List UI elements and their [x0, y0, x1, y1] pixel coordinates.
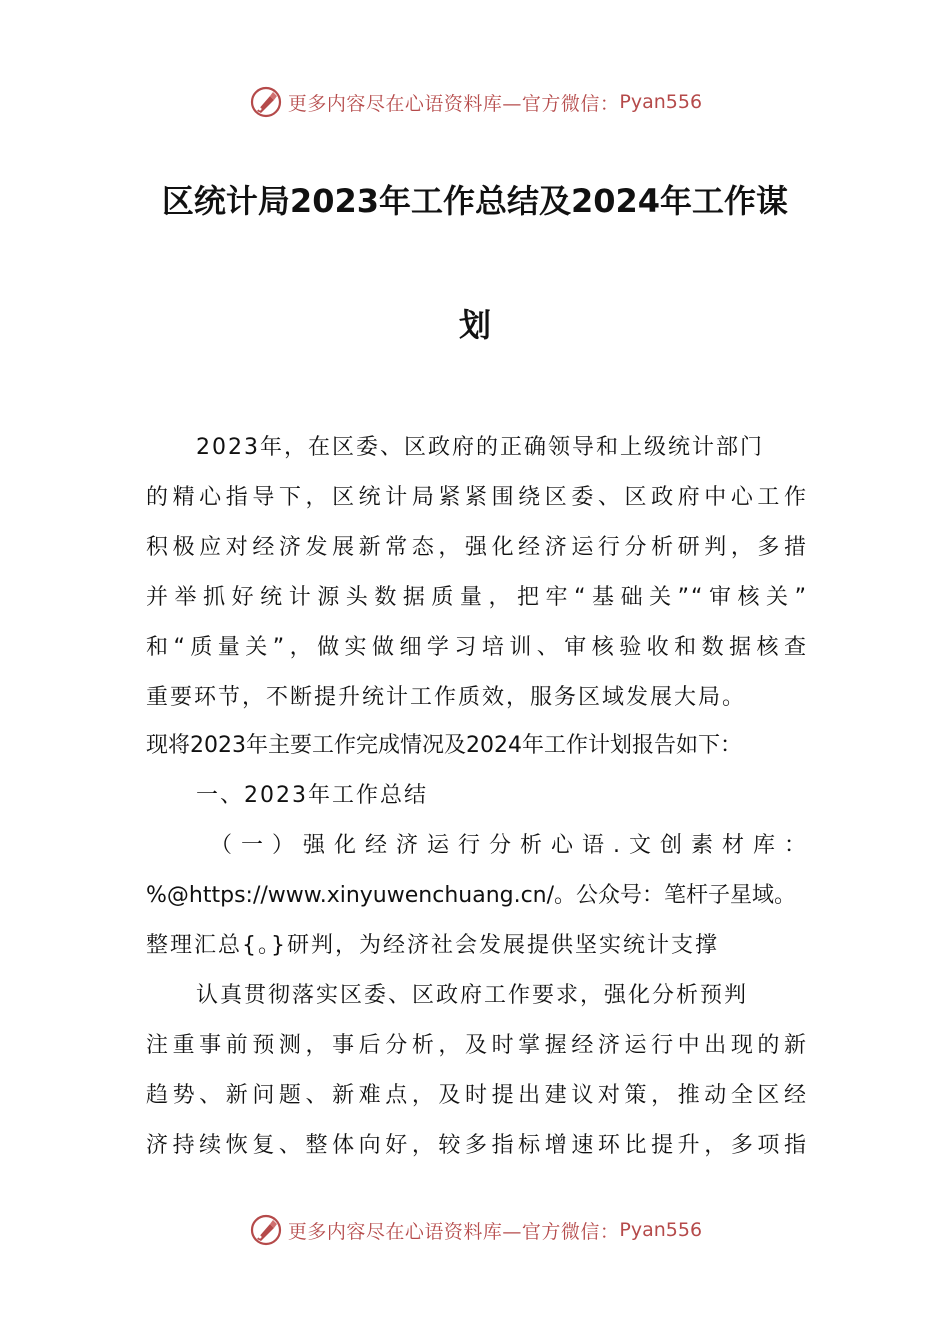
body-line: 整理汇总{。}研判，为经济社会发展提供坚实统计支撑 — [146, 933, 719, 958]
body-line: 现将2023年主要工作完成情况及2024年工作计划报告如下： — [146, 733, 742, 758]
banner-text: 更多内容尽在心语资料库—官方微信： — [287, 92, 620, 115]
footer-banner — [0, 1210, 950, 1250]
body-line: 济持续恢复、整体向好，较多指标增速环比提升，多项指 — [146, 1133, 808, 1158]
subsection-heading: （一）强化经济运行分析心语.文创素材库： — [210, 833, 808, 858]
body-line: 2023年，在区委、区政府的正确领导和上级统计部门 — [196, 435, 764, 460]
body-line: 的精心指导下，区统计局紧紧围绕区委、区政府中心工作 — [146, 485, 808, 510]
body-line: 并举抓好统计源头数据质量，把牢“基础关”“审核关” — [146, 585, 808, 610]
header-banner — [0, 82, 950, 122]
document-title-continued: 划 — [458, 306, 491, 344]
body-line: 和“质量关”，做实做细学习培训、审核验收和数据核查 — [146, 635, 808, 660]
body-line: 积极应对经济发展新常态，强化经济运行分析研判，多措 — [146, 535, 808, 560]
body-line: 认真贯彻落实区委、区政府工作要求，强化分析预判 — [196, 983, 749, 1008]
document-title: 区统计局2023年工作总结及2024年工作谋 — [161, 182, 789, 220]
body-line: 重要环节，不断提升统计工作质效，服务区域发展大局。 — [146, 685, 747, 710]
banner-wechat-id: Pyan556 — [619, 1219, 703, 1241]
body-line: 注重事前预测，事后分析，及时掌握经济运行中出现的新 — [146, 1033, 808, 1058]
body-line: 趋势、新问题、新难点，及时提出建议对策，推动全区经 — [146, 1083, 808, 1108]
body-line: %@https://www.xinyuwenchuang.cn/。公众号：笔杆子星域。 — [146, 883, 797, 908]
banner-text: 更多内容尽在心语资料库—官方微信： — [287, 1220, 620, 1243]
pen-nib-icon — [248, 84, 284, 120]
banner-wechat-id: Pyan556 — [619, 91, 703, 113]
section-heading: 一、2023年工作总结 — [196, 783, 428, 808]
pen-nib-icon — [248, 1212, 284, 1248]
